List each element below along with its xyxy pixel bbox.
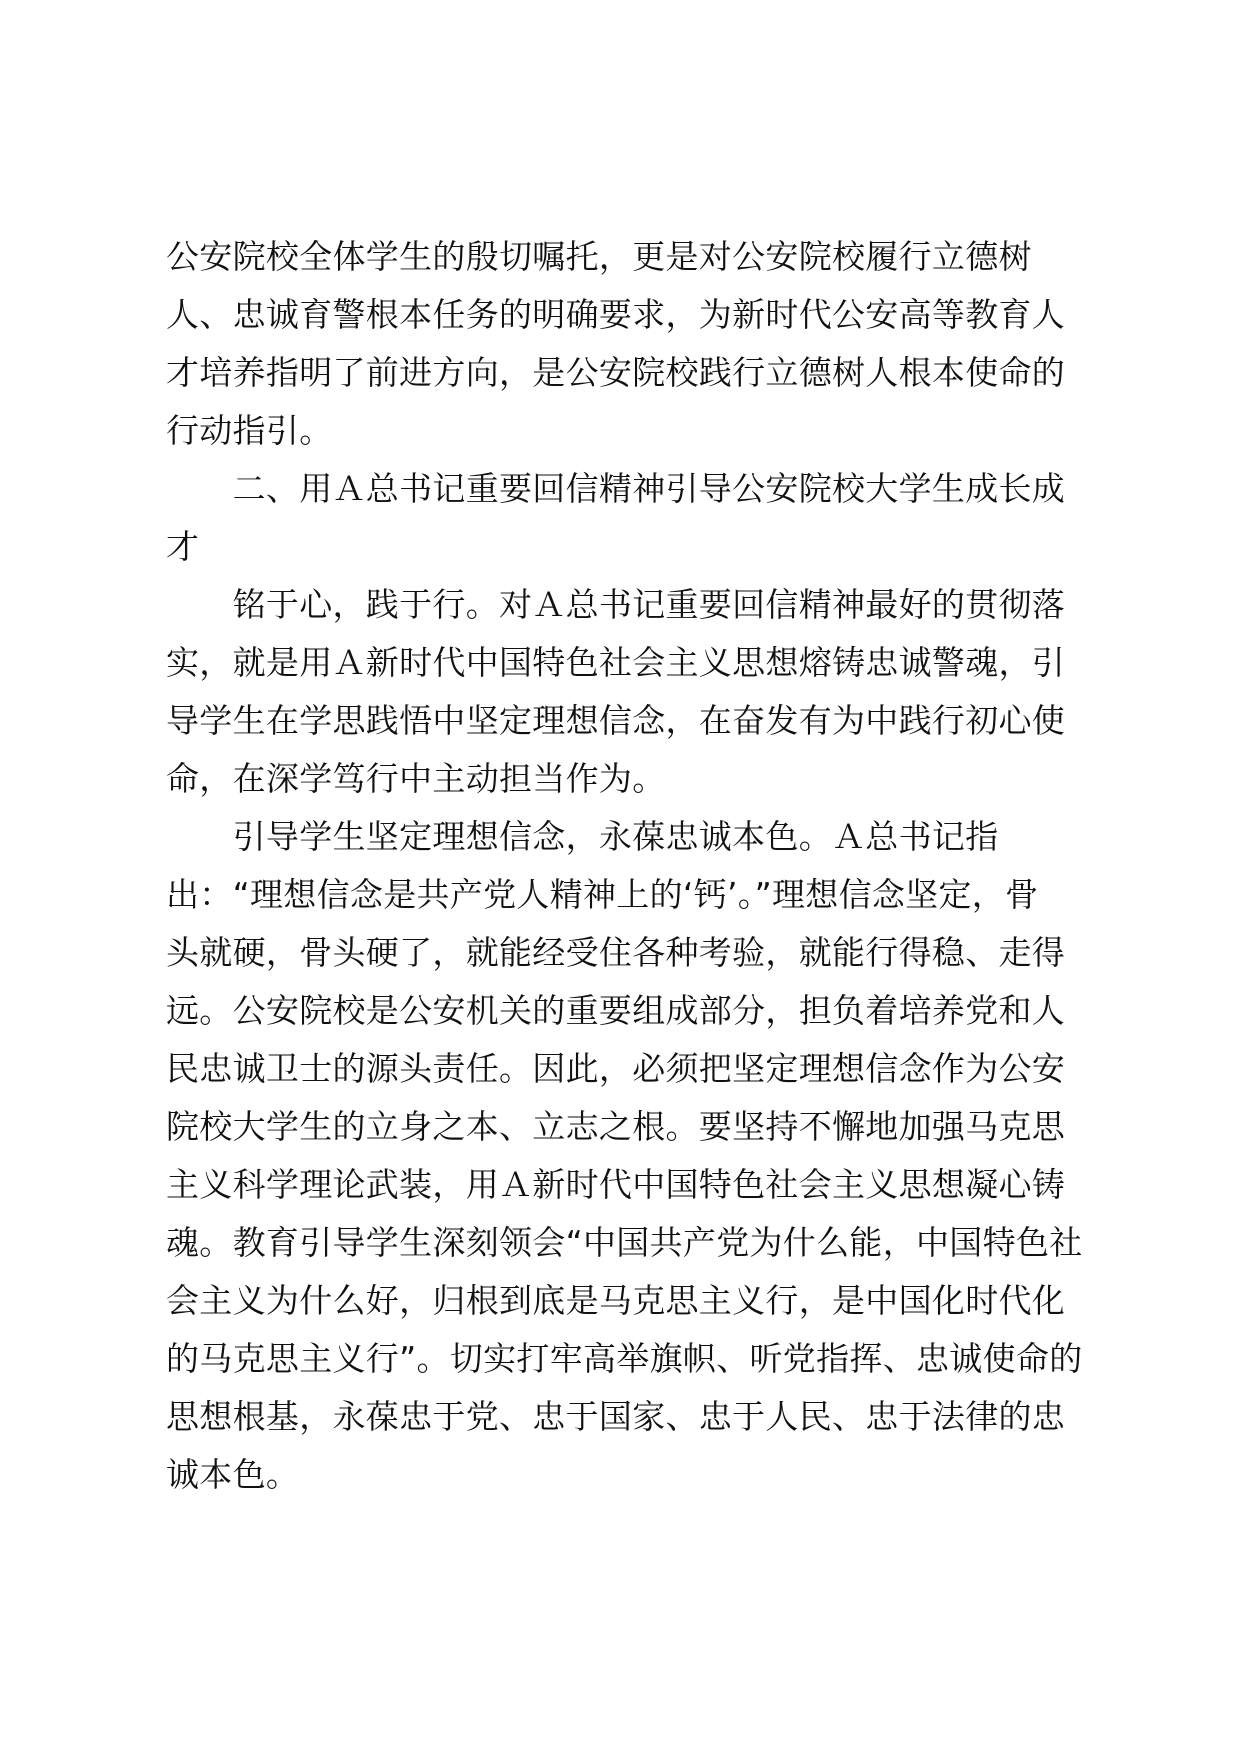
text-line: 魂。教育引导学生深刻领会“中国共产党为什么能，中国特色社 [166,1223,1083,1262]
text-line: 才培养指明了前进方向，是公安院校践行立德树人根本使命的 [166,353,1066,392]
body-text [166,228,1086,1504]
text-line: 主义科学理论武装，用Ａ新时代中国特色社会主义思想凝心铸 [166,1165,1066,1204]
text-line: 出：“理想信念是共产党人精神上的‘钙’。”理想信念坚定，骨 [166,875,1039,914]
text-line: 铭于心，践于行。对Ａ总书记重要回信精神最好的贯彻落 [166,585,1066,624]
text-line: 公安院校全体学生的殷切嘱托，更是对公安院校履行立德树 [166,237,1032,276]
text-line: 头就硬，骨头硬了，就能经受住各种考验，就能行得稳、走得 [166,933,1066,972]
text-line: 民忠诚卫士的源头责任。因此，必须把坚定理想信念作为公安 [166,1049,1066,1088]
text-line: 诚本色。 [166,1455,300,1494]
text-line: 导学生在学思践悟中坚定理想信念，在奋发有为中践行初心使 [166,701,1066,740]
text-line: 会主义为什么好，归根到底是马克思主义行，是中国化时代化 [166,1281,1066,1320]
text-line: 命，在深学笃行中主动担当作为。 [166,759,666,798]
text-line: 行动指引。 [166,411,333,450]
text-line: 引导学生坚定理想信念，永葆忠诚本色。Ａ总书记指 [166,817,999,856]
text-line: 实，就是用Ａ新时代中国特色社会主义思想熔铸忠诚警魂，引 [166,643,1066,682]
section-heading-line: 才 [166,527,200,566]
text-line: 院校大学生的立身之本、立志之根。要坚持不懈地加强马克思 [166,1107,1066,1146]
text-line: 的马克思主义行”。切实打牢高举旗帜、听党指挥、忠诚使命的 [166,1339,1083,1378]
text-line: 人、忠诚育警根本任务的明确要求，为新时代公安高等教育人 [166,295,1066,334]
section-heading-line: 二、用Ａ总书记重要回信精神引导公安院校大学生成长成 [166,469,1066,508]
text-line: 思想根基，永葆忠于党、忠于国家、忠于人民、忠于法律的忠 [166,1397,1066,1436]
text-line: 远。公安院校是公安机关的重要组成部分，担负着培养党和人 [166,991,1066,1030]
